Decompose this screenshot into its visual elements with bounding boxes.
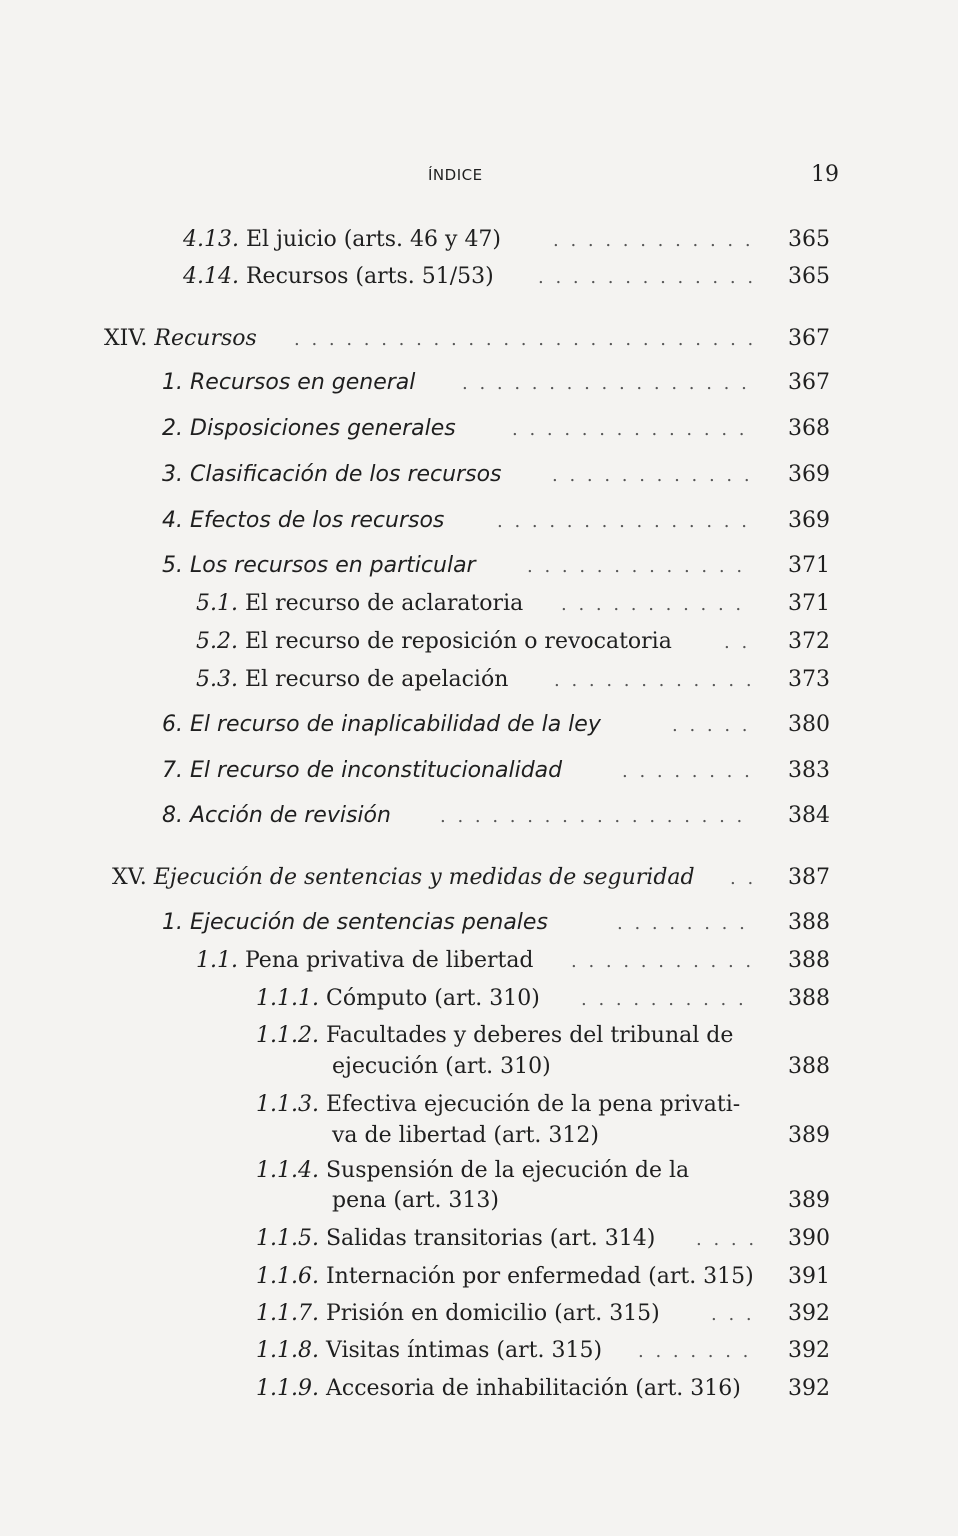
leader-dots: [440, 801, 752, 831]
chapter-title: Ejecución de sentencias y medidas de seguridad: [153, 865, 695, 890]
entry-title: El juicio (arts. 46 y 47): [245, 227, 502, 252]
entry-page-number: 371: [788, 591, 830, 616]
entry-title: Clasificación de los recursos: [190, 462, 502, 487]
toc-entry: [196, 665, 762, 695]
entry-title: Acción de revisión: [190, 803, 391, 828]
toc-entry: [162, 756, 762, 786]
entry-title: El recurso de inaplicabilidad de la ley: [190, 712, 601, 737]
entry-title-continued: pena (art. 313): [332, 1188, 499, 1213]
toc-entry: [162, 414, 762, 444]
toc-entry-continuation: [332, 1121, 762, 1151]
entry-page-number: 392: [788, 1301, 830, 1326]
entry-page-number: 392: [788, 1338, 830, 1363]
toc-entry: [256, 984, 762, 1014]
leader-dots: [711, 1299, 753, 1329]
entry-number: 4.13.: [183, 227, 239, 252]
leader-dots: [724, 627, 754, 657]
toc-entry: [162, 908, 762, 938]
entry-number: 7.: [162, 758, 183, 783]
entry-title: Salidas transitorias (art. 314): [325, 1226, 656, 1251]
entry-number: 1.1.: [196, 948, 238, 973]
entry-page-number: 388: [788, 1054, 830, 1079]
toc-entry-continuation: [332, 1052, 762, 1082]
entry-number: 3.: [162, 462, 183, 487]
entry-page-number: 388: [788, 948, 830, 973]
entry-page-number: 388: [788, 986, 830, 1011]
entry-number: 1.: [162, 370, 183, 395]
leader-dots: [538, 262, 753, 292]
entry-number: 8.: [162, 803, 183, 828]
toc-entry: [162, 710, 762, 740]
entry-number: 1.1.5.: [256, 1226, 319, 1251]
leader-dots: [561, 589, 751, 619]
entry-page-number: 389: [788, 1123, 830, 1148]
leader-dots: [552, 460, 752, 490]
leader-dots: [672, 710, 752, 740]
toc-entry: [183, 262, 763, 292]
leader-dots: [696, 1224, 753, 1254]
entry-page-number: 368: [788, 416, 830, 441]
entry-page-number: 372: [788, 629, 830, 654]
entry-number: 4.: [162, 508, 183, 533]
running-head-title: ÍNDICE: [428, 166, 483, 184]
entry-title: Efectos de los recursos: [190, 508, 445, 533]
chapter-title: Recursos: [154, 326, 257, 351]
entry-title: Facultades y deberes del tribunal de: [325, 1023, 734, 1048]
entry-title-continued: va de libertad (art. 312): [332, 1123, 599, 1148]
entry-page-number: 389: [788, 1188, 830, 1213]
toc-entry: [183, 225, 763, 255]
entry-number: 5.1.: [196, 591, 238, 616]
entry-number: 6.: [162, 712, 183, 737]
toc-entry: [162, 506, 762, 536]
running-head: [0, 162, 958, 190]
leader-dots: [497, 506, 752, 536]
entry-page-number: 367: [788, 326, 830, 351]
leader-dots: [462, 368, 752, 398]
entry-number: 1.1.3.: [256, 1092, 319, 1117]
entry-number: 4.14.: [183, 264, 239, 289]
toc-entry: [256, 1156, 762, 1186]
entry-title: Ejecución de sentencias penales: [190, 910, 548, 935]
entry-number: 1.: [162, 910, 183, 935]
toc-entry: [256, 1374, 762, 1404]
entry-title: Suspensión de la ejecución de la: [325, 1158, 690, 1183]
entry-page-number: 365: [788, 227, 830, 252]
toc-entry: [256, 1090, 762, 1120]
entry-title: Efectiva ejecución de la pena privati-: [325, 1092, 741, 1117]
entry-title: Visitas íntimas (art. 315): [325, 1338, 603, 1363]
entry-title: Recursos en general: [190, 370, 416, 395]
entry-title: Cómputo (art. 310): [325, 986, 540, 1011]
entry-page-number: 388: [788, 910, 830, 935]
entry-page-number: 380: [788, 712, 830, 737]
toc-entry: [196, 627, 762, 657]
toc-chapter-entry: [104, 324, 764, 354]
toc-entry: [256, 1224, 762, 1254]
entry-number: 1.1.9.: [256, 1376, 319, 1401]
leader-dots: [622, 756, 752, 786]
toc-entry: [256, 1262, 762, 1292]
entry-title: Recursos (arts. 51/53): [245, 264, 494, 289]
toc-entry: [256, 1299, 762, 1329]
leader-dots: [512, 414, 752, 444]
entry-title: Pena privativa de libertad: [244, 948, 534, 973]
entry-page-number: 365: [788, 264, 830, 289]
entry-number: 1.1.7.: [256, 1301, 319, 1326]
entry-number: 5.: [162, 553, 183, 578]
toc-chapter-entry: [112, 863, 764, 893]
entry-title: Accesoria de inhabilitación (art. 316): [325, 1376, 741, 1401]
entry-page-number: 383: [788, 758, 830, 783]
entry-title-continued: ejecución (art. 310): [332, 1054, 551, 1079]
entry-number: 5.3.: [196, 667, 238, 692]
toc-entry: [256, 1021, 762, 1051]
entry-title: El recurso de inconstitucionalidad: [190, 758, 563, 783]
toc-entry: [162, 368, 762, 398]
entry-title: Los recursos en particular: [190, 553, 476, 578]
entry-number: 1.1.1.: [256, 986, 319, 1011]
leader-dots: [527, 551, 752, 581]
entry-page-number: 367: [788, 370, 830, 395]
toc-entry: [162, 801, 762, 831]
entry-title: El recurso de reposición o revocatoria: [244, 629, 672, 654]
toc-entry: [162, 460, 762, 490]
entry-page-number: 390: [788, 1226, 830, 1251]
entry-title: Internación por enfermedad (art. 315): [325, 1264, 754, 1289]
entry-page-number: 369: [788, 508, 830, 533]
entry-number: 1.1.2.: [256, 1023, 319, 1048]
leader-dots: [554, 665, 754, 695]
entry-page-number: 373: [788, 667, 830, 692]
entry-page-number: 391: [788, 1264, 830, 1289]
leader-dots: [571, 946, 754, 976]
entry-number: 2.: [162, 416, 183, 441]
entry-page-number: 384: [788, 803, 830, 828]
entry-number: 5.2.: [196, 629, 238, 654]
toc-entry: [196, 946, 762, 976]
entry-page-number: 387: [788, 865, 830, 890]
entry-number: 1.1.6.: [256, 1264, 319, 1289]
toc-entry: [256, 1336, 762, 1366]
leader-dots: [638, 1336, 753, 1366]
entry-page-number: 371: [788, 553, 830, 578]
entry-title: Disposiciones generales: [190, 416, 456, 441]
entry-title: El recurso de apelación: [244, 667, 509, 692]
entry-page-number: 369: [788, 462, 830, 487]
chapter-number: XV.: [112, 865, 147, 890]
toc-entry: [162, 551, 762, 581]
leader-dots: [294, 324, 753, 354]
toc-entry-continuation: [332, 1186, 762, 1216]
entry-title: Prisión en domicilio (art. 315): [325, 1301, 660, 1326]
leader-dots: [553, 225, 753, 255]
leader-dots: [617, 908, 752, 938]
entry-title: El recurso de aclaratoria: [244, 591, 524, 616]
toc-entry: [196, 589, 762, 619]
leader-dots: [581, 984, 753, 1014]
running-head-page-number: 19: [811, 162, 839, 187]
entry-page-number: 392: [788, 1376, 830, 1401]
entry-number: 1.1.8.: [256, 1338, 319, 1363]
chapter-number: XIV.: [104, 326, 148, 351]
leader-dots: [730, 863, 760, 893]
entry-number: 1.1.4.: [256, 1158, 319, 1183]
